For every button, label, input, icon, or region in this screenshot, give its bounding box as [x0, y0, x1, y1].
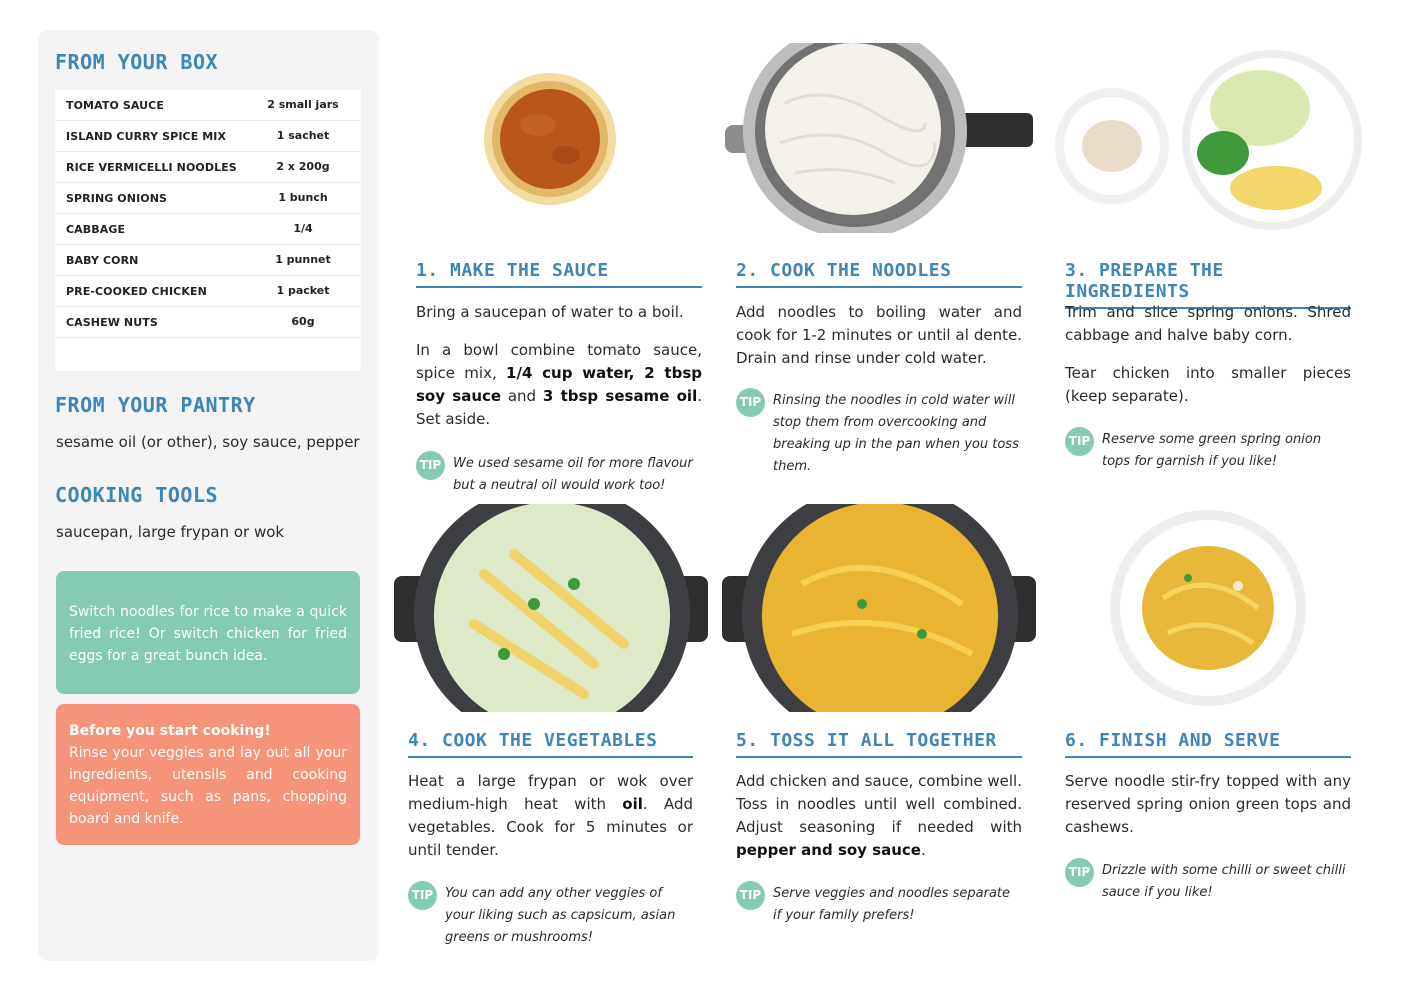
table-row — [55, 152, 361, 183]
step-5-title: 5. TOSS IT ALL TOGETHER — [736, 730, 1022, 758]
table-row — [55, 214, 361, 245]
step-5-text: . — [920, 841, 926, 859]
prepared-ingredients-photo — [1048, 48, 1368, 233]
step-5-tip-text: Serve veggies and noodles separate if your family prefers! — [773, 886, 1011, 923]
ingredient-qty: 1/4 — [293, 222, 313, 235]
vegetables-in-wok-photo — [394, 504, 708, 712]
step-6-body: Serve noodle stir-fry topped with any reserved spring onion green tops and cashews. — [1065, 772, 1351, 836]
tools-text: saucepan, large frypan or wok — [56, 523, 285, 541]
table-row — [55, 121, 361, 152]
sauce-bowl-photo — [460, 55, 640, 220]
step-3-para-2: Tear chicken into smaller pieces (keep separate). — [1065, 364, 1351, 405]
step-4-body — [408, 770, 693, 862]
ingredient-name: CABBAGE — [66, 223, 126, 236]
ingredient-qty: 1 packet — [276, 284, 330, 297]
step-1-bold-text: 3 tbsp sesame oil — [542, 387, 698, 405]
tools-heading: COOKING TOOLS — [55, 483, 219, 507]
tip-badge: TIP — [1065, 427, 1094, 456]
step-1-bold-text: 1/4 cup water, 2 tbsp soy sauce — [416, 364, 702, 405]
step-2-tip-text: Rinsing the noodles in cold water will stop them from overcooking and breaking up in the pan when you toss them. — [773, 393, 1019, 474]
step-4-text: . Add vegetables. Cook for 5 minutes or until tender. — [408, 795, 693, 859]
stir-fry-in-wok-photo — [722, 504, 1036, 712]
ingredient-name: BABY CORN — [66, 254, 139, 267]
ingredients-sidebar — [38, 30, 379, 961]
tip-badge: TIP — [1065, 858, 1094, 887]
tip-badge: TIP — [736, 388, 765, 417]
table-row — [55, 307, 361, 338]
before-you-start-text: Rinse your veggies and lay out all your ingredients, utensils and cooking equipment, such as pans, chopping board and knife. — [69, 745, 347, 827]
table-row — [55, 183, 361, 214]
ingredient-qty: 1 sachet — [276, 129, 330, 142]
before-you-start-title: Before you start cooking! — [69, 723, 271, 739]
step-1-para-2 — [416, 339, 702, 431]
step-2-tip — [736, 388, 1022, 478]
step-4-tip-text: You can add any other veggies of your liking such as capsicum, asian greens or mushrooms! — [445, 886, 676, 945]
before-you-start-callout — [56, 704, 360, 845]
step-1-text: and — [501, 387, 543, 405]
swap-tip-callout — [56, 571, 360, 694]
step-1-text: . Set aside. — [416, 387, 702, 428]
ingredient-qty: 1 punnet — [275, 253, 331, 266]
step-5-body — [736, 770, 1022, 862]
step-4-bold-text: oil — [622, 795, 643, 813]
step-2-body: Add noodles to boiling water and cook for 1-2 minutes or until al dente. Drain and rinse under cold water. — [736, 303, 1022, 367]
step-5-text: Add chicken and sauce, combine well. Toss in noodles until well combined. Adjust seasoning if needed with — [736, 772, 1022, 836]
table-row — [55, 245, 361, 276]
plated-noodles-photo — [1108, 508, 1308, 708]
table-row — [55, 276, 361, 307]
ingredient-name: CASHEW NUTS — [66, 316, 158, 329]
step-6-tip-text: Drizzle with some chilli or sweet chilli sauce if you like! — [1102, 863, 1346, 900]
step-3-para-1: Trim and slice spring onions. Shred cabbage and halve baby corn. — [1065, 303, 1351, 344]
ingredient-name: SPRING ONIONS — [66, 192, 168, 205]
step-1-tip — [416, 451, 702, 497]
step-1-text: In a bowl combine tomato sauce, spice mix, — [416, 341, 702, 382]
ingredient-name: ISLAND CURRY SPICE MIX — [66, 130, 227, 143]
ingredient-name: TOMATO SAUCE — [66, 99, 164, 112]
step-1-tip-text: We used sesame oil for more flavour but a neutral oil would work too! — [453, 456, 693, 493]
box-ingredients-table — [55, 90, 361, 371]
ingredient-name: PRE-COOKED CHICKEN — [66, 285, 207, 298]
pantry-text: sesame oil (or other), soy sauce, pepper — [56, 433, 360, 451]
pantry-heading: FROM YOUR PANTRY — [55, 393, 256, 417]
swap-tip-text: Switch noodles for rice to make a quick fried rice! Or switch chicken for fried eggs for a great bunch idea. — [69, 604, 347, 664]
step-3-tip-text: Reserve some green spring onion tops for garnish if you like! — [1102, 432, 1322, 469]
noodles-in-colander-photo — [725, 43, 1035, 233]
step-6-tip — [1065, 858, 1351, 904]
step-6-title: 6. FINISH AND SERVE — [1065, 730, 1351, 758]
box-heading: FROM YOUR BOX — [55, 50, 219, 74]
ingredient-qty: 60g — [291, 315, 315, 328]
tip-badge: TIP — [736, 881, 765, 910]
step-1-body — [416, 301, 702, 431]
step-4-tip — [408, 881, 693, 949]
ingredient-name: RICE VERMICELLI NOODLES — [66, 161, 237, 174]
step-5-tip — [736, 881, 1022, 927]
step-3-title: 3. PREPARE THE INGREDIENTS — [1065, 260, 1351, 309]
tip-badge: TIP — [408, 881, 437, 910]
step-3-tip — [1065, 427, 1351, 473]
step-4-text: Heat a large frypan or wok over medium-high heat with — [408, 772, 693, 813]
ingredient-qty: 1 bunch — [278, 191, 328, 204]
step-5-bold-text: pepper and soy sauce — [736, 841, 921, 859]
step-3-body — [1065, 301, 1351, 408]
step-1-para-1: Bring a saucepan of water to a boil. — [416, 303, 684, 321]
step-4-title: 4. COOK THE VEGETABLES — [408, 730, 693, 758]
tip-badge: TIP — [416, 451, 445, 480]
step-1-title: 1. MAKE THE SAUCE — [416, 260, 702, 288]
step-2-title: 2. COOK THE NOODLES — [736, 260, 1022, 288]
ingredient-qty: 2 small jars — [267, 98, 339, 111]
ingredient-qty: 2 x 200g — [276, 160, 330, 173]
table-row — [55, 90, 361, 121]
